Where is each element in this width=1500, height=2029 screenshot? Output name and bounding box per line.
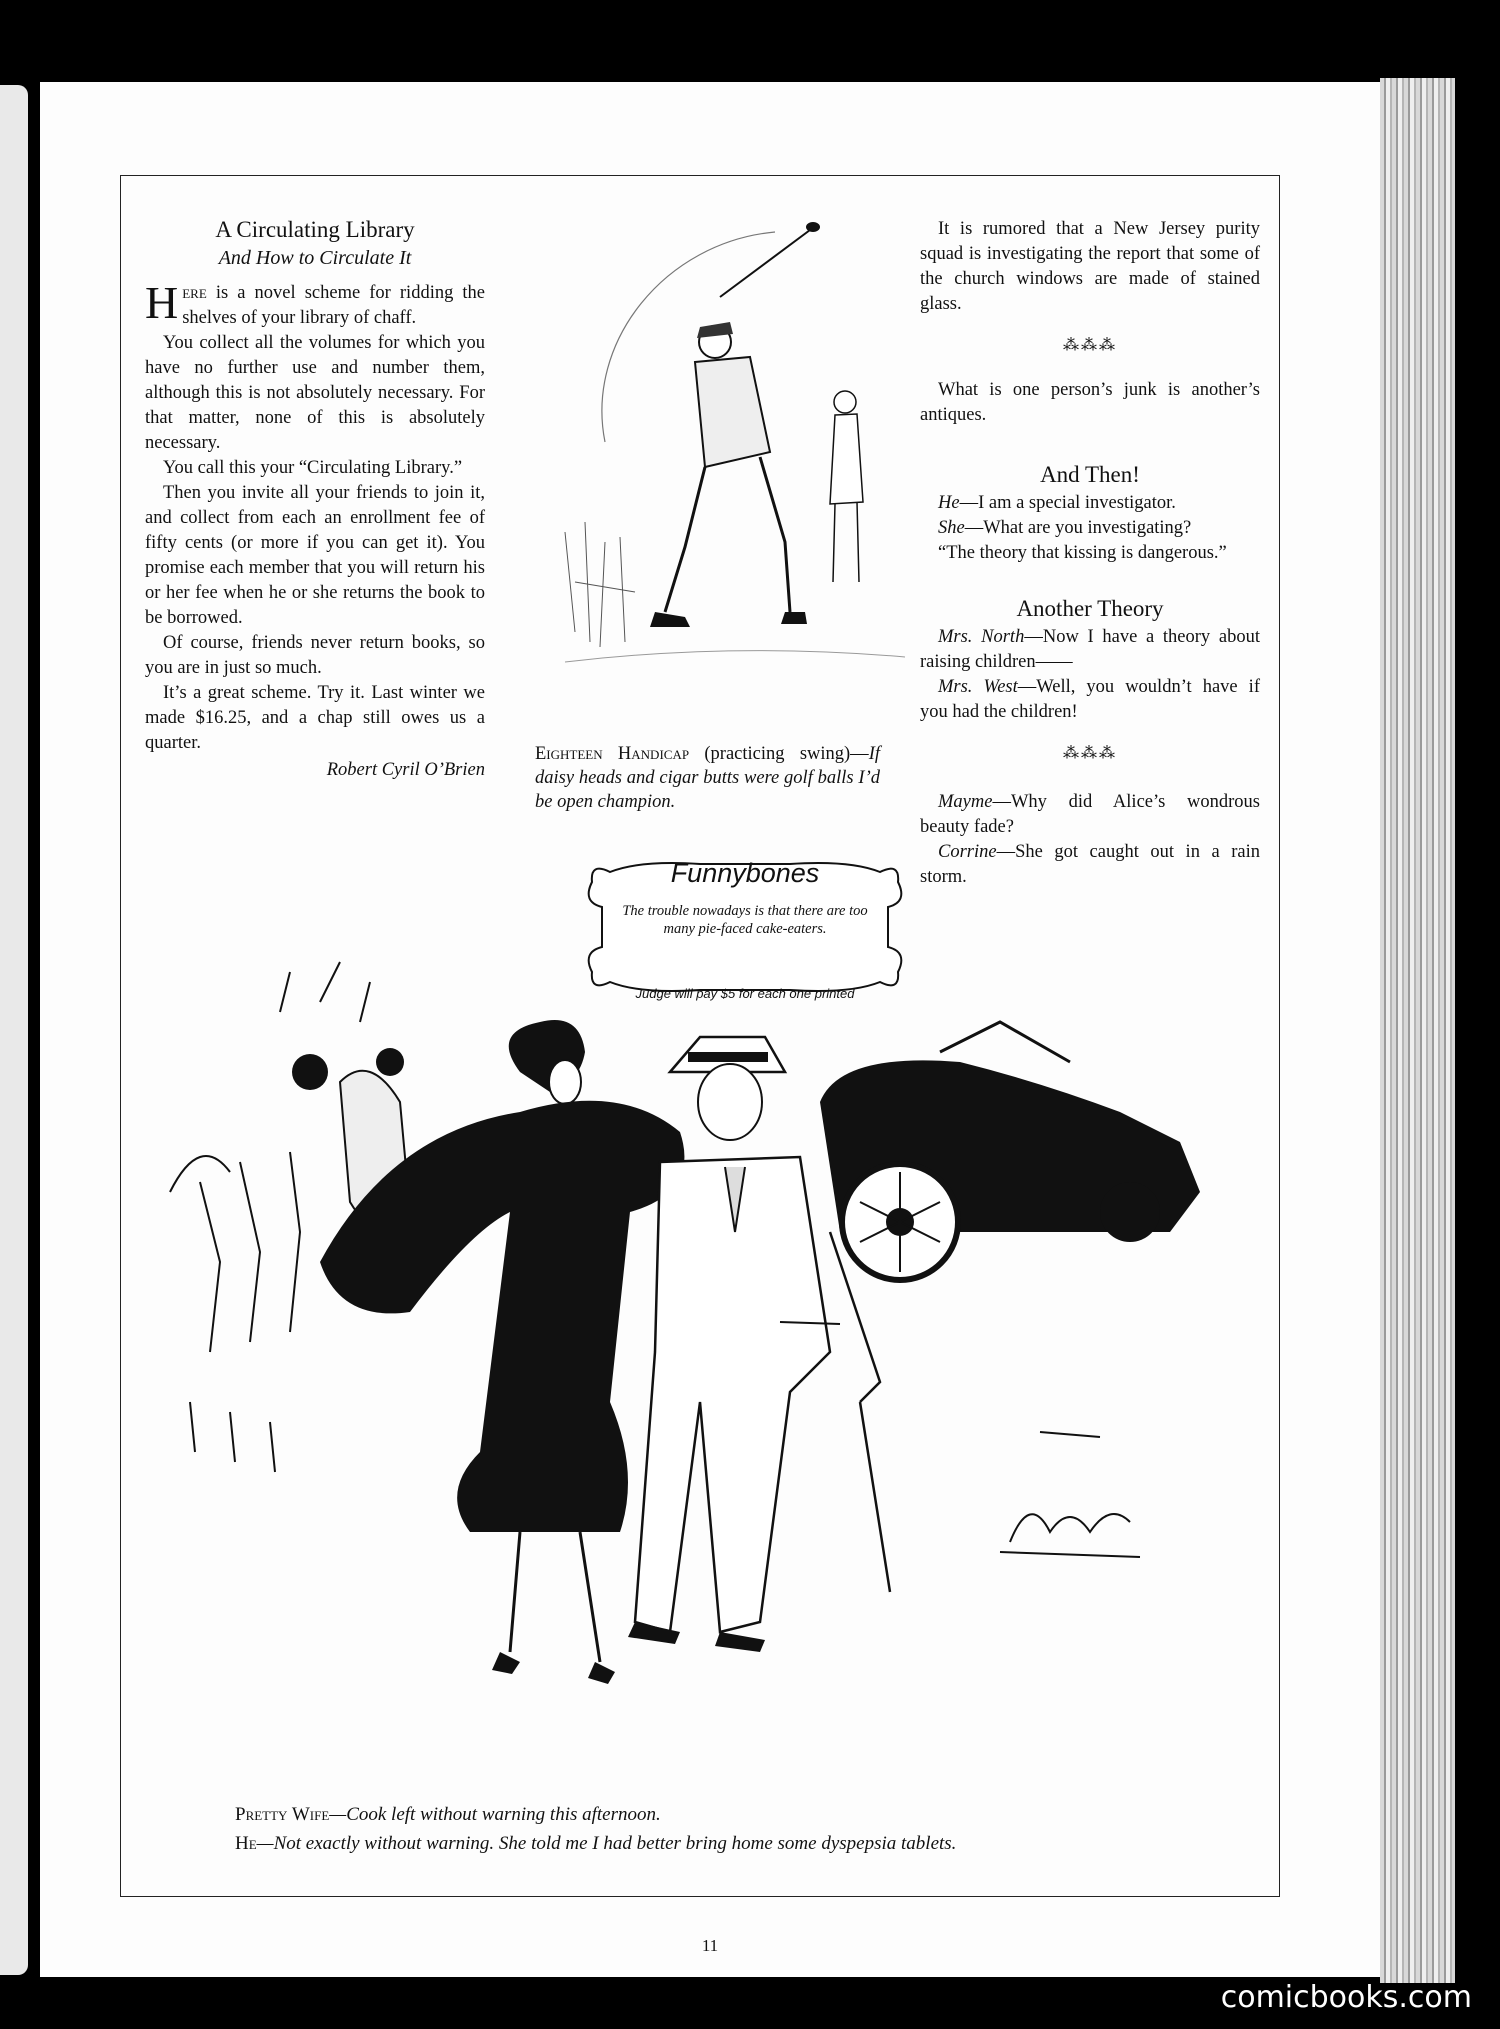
separator-stars-2: ⁂⁂⁂: [1063, 745, 1117, 762]
mrs-north-speaker: Mrs. North: [938, 627, 1025, 647]
watermark: comicbooks.com: [1220, 1980, 1472, 2015]
she-speaker: She: [938, 518, 965, 538]
page-number: 11: [701, 1936, 719, 1955]
mayme-speaker: Mayme: [938, 792, 993, 812]
junk-joke: What is one person’s junk is another’s antiques.: [920, 380, 1260, 425]
mrs-west-line: —Well, you wouldn’t have if you had the children!: [920, 677, 1260, 722]
he-caption-line: —Not exactly without warning. She told me I had better bring home some dyspepsia tablets.: [256, 1833, 957, 1854]
corrine-speaker: Corrine: [938, 842, 997, 862]
funnybones-title: Funnybones: [670, 858, 820, 888]
right-column-jokes: [920, 217, 1260, 890]
separator-stars-1: ⁂⁂⁂: [1063, 337, 1117, 354]
drop-cap: H: [145, 277, 179, 328]
page-stack-edge: [1380, 78, 1455, 1983]
funnybones-joke: The trouble nowadays is that there are too many pie-faced cake-eaters.: [622, 903, 868, 937]
article-para-1: is a novel scheme for ridding the shelves of your library of chaff.: [182, 283, 486, 328]
pretty-wife-speaker: Pretty Wife: [235, 1804, 330, 1825]
he-line: —I am a special investigator.: [959, 493, 1176, 513]
corrine-line: —She got caught out in a rain storm.: [920, 842, 1260, 887]
golf-line: If daisy heads and cigar butts were golf balls I’d be open champion.: [535, 744, 880, 812]
magazine-page: [40, 82, 1380, 1977]
couple-cartoon-illustration: [140, 932, 1280, 1782]
golf-caption: [535, 742, 880, 814]
article-subtitle: And How to Circulate It: [218, 247, 412, 269]
article-title: A Circulating Library: [215, 217, 415, 242]
mrs-north-line: —Now I have a theory about raising children——: [920, 627, 1260, 672]
golf-speaker: Eighteen Handicap: [535, 744, 690, 764]
jersey-joke: It is rumored that a New Jersey purity squad is investigating the report that some of the church windows are made of stained glass.: [920, 219, 1260, 314]
funnybones-payment-note: Judge will pay $5 for each one printed: [635, 986, 855, 1001]
another-theory-title: Another Theory: [1016, 596, 1164, 621]
she-line: —What are you investigating?: [964, 518, 1192, 538]
article-author: Robert Cyril O’Brien: [326, 760, 485, 780]
circulating-library-article: [145, 217, 485, 783]
facing-page-edge: [0, 85, 28, 1975]
pretty-wife-line: —Cook left without warning this afternoon.: [329, 1804, 661, 1825]
and-then-title: And Then!: [1040, 462, 1140, 487]
article-para-4: Then you invite all your friends to join it, and collect from each an enrollment fee of fifty cents (or more if you can get it). You promise each member that you will return his or her fee when he or she returns the book to be borrowed.: [145, 483, 485, 628]
mrs-west-speaker: Mrs. West: [938, 677, 1018, 697]
golf-action: (practicing swing)—: [704, 744, 869, 764]
cartoon-caption: [235, 1800, 956, 1858]
article-para-6: It’s a great scheme. Try it. Last winter we made $16.25, and a chap still owes us a quarter.: [145, 683, 485, 753]
golfer-illustration: [545, 202, 925, 742]
he-speaker: He: [938, 493, 960, 513]
mayme-line: —Why did Alice’s wondrous beauty fade?: [920, 792, 1260, 837]
he-caption-speaker: He: [235, 1833, 257, 1854]
article-para-5: Of course, friends never return books, so you are in just so much.: [145, 633, 485, 678]
theory-line: “The theory that kissing is dangerous.”: [938, 543, 1227, 563]
first-word: ere: [182, 283, 207, 303]
article-para-3: You call this your “Circulating Library.”: [163, 458, 463, 478]
article-para-2: You collect all the volumes for which you have no further use and number them, although this is not absolutely necessary. For that matter, none of this is absolutely necessary.: [145, 333, 485, 453]
